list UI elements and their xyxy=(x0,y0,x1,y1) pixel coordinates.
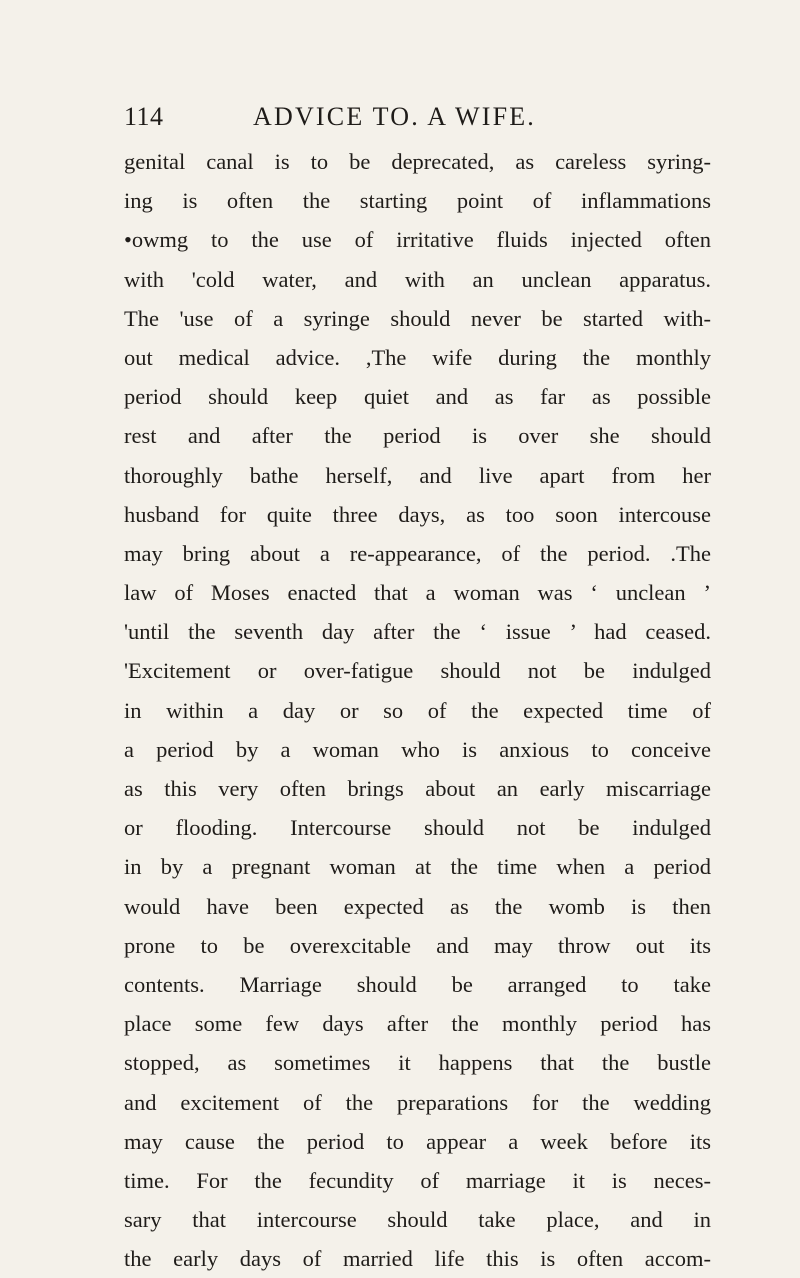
text-line: in within a day or so of the expected time of xyxy=(124,697,711,723)
text-line: sary that intercourse should take place, and in xyxy=(124,1207,711,1233)
text-line: prone to be overexcitable and may throw out its xyxy=(124,932,711,958)
text-line: the early days of married life this is often accom- xyxy=(124,1246,711,1272)
text-line: may cause the period to appear a week before its xyxy=(124,1128,711,1154)
text-line: and excitement of the preparations for the wedding xyxy=(124,1089,711,1115)
text-line: or flooding. Intercourse should not be indulged xyxy=(124,815,711,841)
text-line: a period by a woman who is anxious to conceive xyxy=(124,736,711,762)
text-line: ing is often the starting point of inflammations xyxy=(124,188,711,214)
body-text xyxy=(124,142,711,1278)
page-number: 114 xyxy=(124,102,164,131)
text-line: out medical advice. ,The wife during the monthly xyxy=(124,344,711,370)
text-line: thoroughly bathe herself, and live apart from her xyxy=(124,462,711,488)
text-line: rest and after the period is over she should xyxy=(124,423,711,449)
text-line: •owmg to the use of irritative fluids injected often xyxy=(124,227,711,253)
running-head: ADVICE TO. A WIFE. xyxy=(253,102,537,131)
text-line: The 'use of a syringe should never be started with- xyxy=(124,305,711,331)
text-line: may bring about a re-appearance, of the period. .The xyxy=(124,540,711,566)
text-line: law of Moses enacted that a woman was ‘ unclean ’ xyxy=(124,580,711,606)
text-line: place some few days after the monthly period has xyxy=(124,1011,711,1037)
text-line: with 'cold water, and with an unclean apparatus. xyxy=(124,266,711,292)
text-line: period should keep quiet and as far as possible xyxy=(124,384,711,410)
text-line: 'Excitement or over-fatigue should not be indulged xyxy=(124,658,711,684)
text-line: as this very often brings about an early miscarriage xyxy=(124,776,711,801)
text-line: husband for quite three days, as too soon intercouse xyxy=(124,501,711,527)
text-line: stopped, as sometimes it happens that the bustle xyxy=(124,1050,711,1076)
text-line: in by a pregnant woman at the time when a period xyxy=(124,854,711,880)
text-line: time. For the fecundity of marriage it is neces- xyxy=(124,1167,711,1193)
text-line: contents. Marriage should be arranged to take xyxy=(124,971,711,997)
text-line: genital canal is to be deprecated, as careless syring- xyxy=(124,149,711,174)
text-line: would have been expected as the womb is then xyxy=(124,893,711,919)
text-line: 'until the seventh day after the ‘ issue ’ had ceased. xyxy=(124,619,711,645)
